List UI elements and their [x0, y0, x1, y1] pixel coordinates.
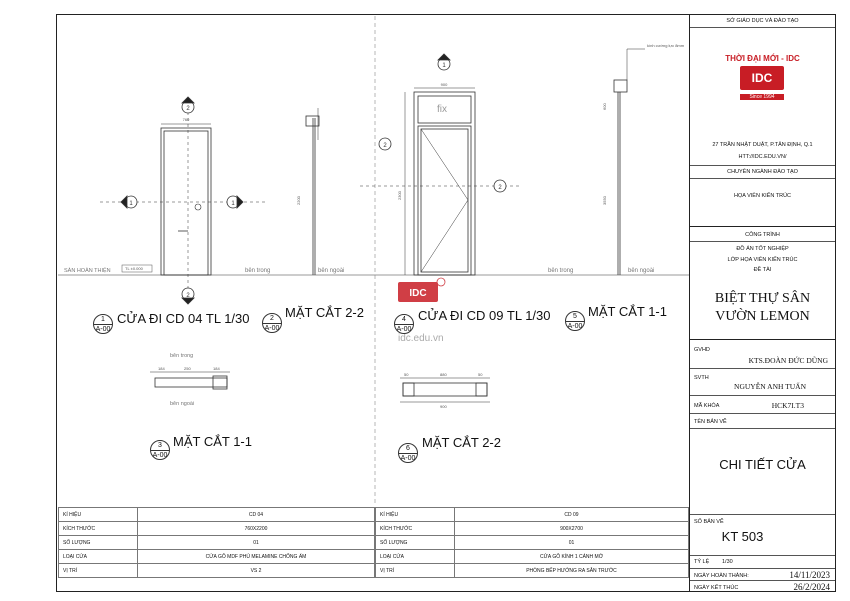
website: HTT://IDC.EDU.VN/	[738, 154, 787, 160]
sched-value: 01	[138, 536, 375, 550]
view6-tag: 6 A-00	[398, 443, 418, 463]
gvhd-label: GVHD	[694, 347, 710, 353]
sched-label: KÍ HIỆU	[376, 508, 455, 522]
marker-2-bottom: 2	[186, 293, 190, 299]
sched-label: KÍCH THƯỚC	[59, 522, 138, 536]
end-label: NGÀY KẾT THÚC	[694, 585, 739, 591]
dim-3550: 3550	[602, 196, 607, 205]
sched-label: VỊ TRÍ	[376, 564, 455, 578]
view1-title: CỬA ĐI CD 04 TL 1/30	[117, 311, 250, 326]
view4-tag: 4 A-00	[394, 314, 414, 334]
marker-2-top: 2	[186, 106, 190, 112]
svth-value: NGUYỄN ANH TUẤN	[734, 382, 806, 391]
gvhd-value: KTS.ĐOÀN ĐỨC DŨNG	[748, 356, 828, 365]
thesis: ĐỒ ÁN TỐT NGHIỆP	[736, 246, 789, 252]
scale-value: 1/30	[722, 559, 733, 565]
sched-value: CỬA GỖ MDF PHỦ MELAMINE CHỐNG ẨM	[138, 550, 375, 564]
idc-logo: IDC	[740, 66, 784, 90]
inside-label-3: bên trong	[170, 353, 194, 359]
dim-184-l: 184	[158, 366, 165, 371]
title-block	[689, 14, 836, 592]
glass-note: kính cường lực 8mm	[647, 43, 685, 48]
sched-label: SỐ LƯỢNG	[59, 536, 138, 550]
dim-2200-left: 2200	[296, 196, 301, 205]
project-name: BIỆT THỰ SÂN VƯỜN LEMON	[714, 291, 811, 324]
class: LỚP HỌA VIÊN KIẾN TRÚC	[727, 257, 798, 263]
marker-cd09-top: 1	[442, 63, 446, 69]
floor-label-left: SÀN HOÀN THIỆN	[64, 268, 111, 274]
course-label: MÃ KHÓA	[694, 403, 720, 409]
topic-label: ĐỀ TÀI	[753, 267, 772, 273]
since-label: Since 1994	[740, 94, 784, 100]
sheet-name: CHI TIẾT CỬA	[719, 457, 806, 472]
view4-title: CỬA ĐI CD 09 TL 1/30	[418, 308, 551, 323]
sched-value: 900X2700	[455, 522, 689, 536]
sched-label: SỐ LƯỢNG	[376, 536, 455, 550]
major-label: CHUYÊN NGÀNH ĐÀO TẠO	[727, 169, 798, 175]
watermark-text: idc.edu.vn	[398, 333, 444, 344]
sheet-name-label: TÊN BẢN VẼ	[694, 419, 727, 425]
inside-label-1: bên trong	[245, 268, 271, 274]
view6-title: MẶT CẮT 2-2	[422, 435, 501, 450]
dim-250: 250	[184, 366, 191, 371]
dim-184-r: 184	[213, 366, 220, 371]
view2-title: MẶT CẮT 2-2	[285, 305, 364, 320]
dim-600: 600	[602, 103, 607, 110]
scale-label: TỶ LỆ	[694, 559, 710, 565]
dim-760: 760	[182, 117, 190, 122]
dim-50-r: 50	[478, 372, 483, 377]
end-date: 26/2/2024	[793, 582, 830, 592]
outside-label-2: bên ngoài	[628, 268, 655, 274]
view5-tag: 5 A-00	[565, 311, 585, 331]
school-name: THỜI ĐẠI MỚI - IDC	[725, 54, 800, 63]
sched-value: CD 04	[138, 508, 375, 522]
project-label: CÔNG TRÌNH	[745, 232, 780, 238]
address: 27 TRẦN NHẬT DUẬT, P.TÂN ĐỊNH, Q.1	[712, 142, 813, 148]
outside-label-3: bên ngoài	[170, 401, 195, 407]
sched-value: CD 09	[455, 508, 689, 522]
marker-1-left: 1	[129, 201, 133, 207]
marker-cd09-right: 2	[498, 185, 502, 191]
view1-tag: 1 A-00	[93, 314, 113, 334]
major-value: HỌA VIÊN KIẾN TRÚC	[733, 193, 792, 199]
marker-1-right: 1	[231, 201, 235, 207]
done-label: NGÀY HOÀN THÀNH:	[694, 573, 749, 579]
svth-label: SVTH	[694, 375, 709, 381]
sheet-no-label: SỐ BẢN VẼ	[694, 519, 724, 525]
course-value: HCK7I.T3	[771, 401, 804, 410]
dim-900-b: 900	[440, 404, 447, 409]
sched-value: 01	[455, 536, 689, 550]
view3-tag: 3 A-00	[150, 440, 170, 460]
view2-tag: 2 A-00	[262, 313, 282, 333]
level-label: TL ±0.000	[125, 266, 143, 271]
schedule-cd09	[375, 507, 689, 578]
sched-label: LOẠI CỬA	[59, 550, 138, 564]
done-date: 14/11/2023	[789, 570, 830, 580]
sched-value: 760X2200	[138, 522, 375, 536]
dim-880: 880	[440, 372, 447, 377]
dim-2300: 2300	[397, 191, 402, 200]
sched-value: CỬA GỖ KÍNH 1 CÁNH MỞ	[455, 550, 689, 564]
sched-value: VS 2	[138, 564, 375, 578]
inside-label-2: bên trong	[548, 268, 574, 274]
fix-label: fix	[437, 104, 447, 115]
view3-title: MẶT CẮT 1-1	[173, 434, 252, 449]
sched-value: PHÒNG BẾP HƯỚNG RA SÂN TRƯỚC	[455, 564, 689, 578]
svg-text:IDC: IDC	[409, 288, 427, 299]
sched-label: VỊ TRÍ	[59, 564, 138, 578]
dim-50-l: 50	[404, 372, 409, 377]
outside-label-1: bên ngoài	[318, 268, 345, 274]
sheet-no: KT 503	[721, 529, 764, 544]
sched-label: KÍCH THƯỚC	[376, 522, 455, 536]
department: SỞ GIÁO DỤC VÀ ĐÀO TẠO	[726, 18, 799, 24]
marker-cd09-left: 2	[383, 143, 387, 149]
dim-900: 900	[440, 82, 448, 87]
sched-label: LOẠI CỬA	[376, 550, 455, 564]
schedule-cd04	[58, 507, 375, 578]
sched-label: KÍ HIỆU	[59, 508, 138, 522]
view5-title: MẶT CẮT 1-1	[588, 304, 667, 319]
